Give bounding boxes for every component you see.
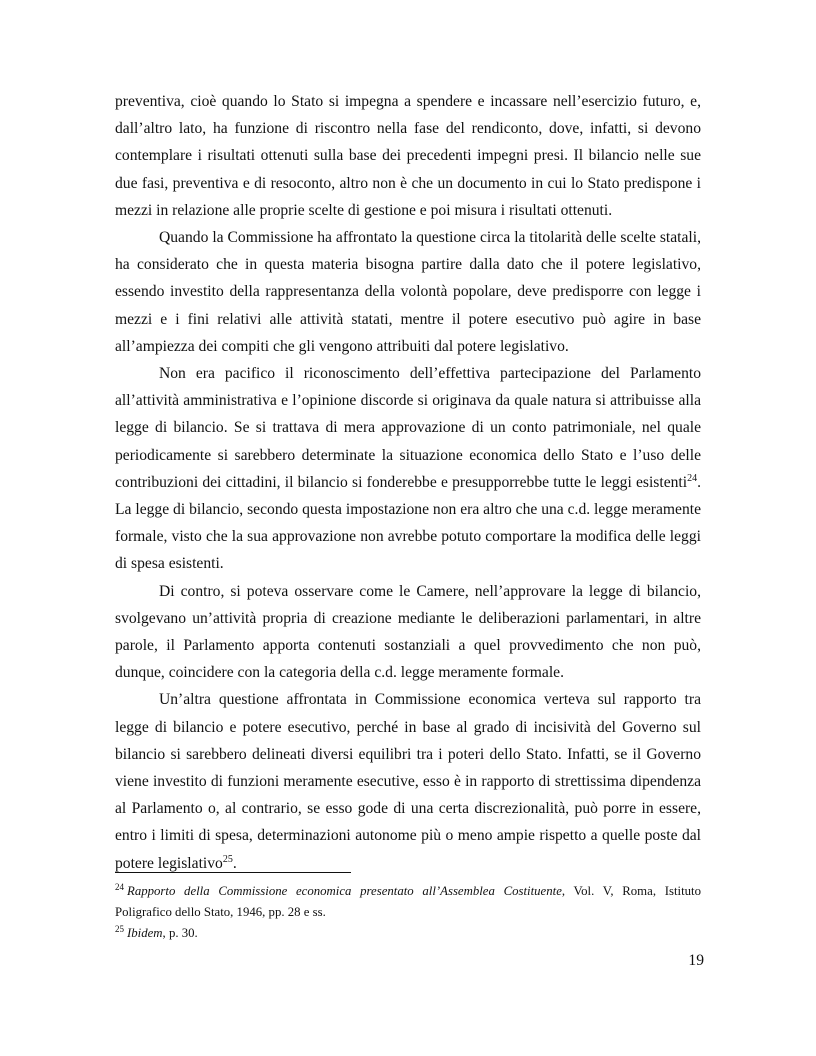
footnote-24-title: Rapporto della Commissione economica presentato all’Assemblea Costituente	[127, 884, 562, 898]
footnotes	[115, 872, 701, 944]
page-number: 19	[688, 952, 704, 969]
footnote-25-number: 25	[115, 923, 124, 934]
paragraph-5	[115, 686, 701, 876]
paragraph-2	[115, 224, 701, 360]
footnote-25	[115, 923, 701, 944]
paragraph-3	[115, 360, 701, 578]
paragraph-4	[115, 578, 701, 687]
footnote-25-rest: , p. 30.	[162, 926, 198, 940]
footnote-ref-24[interactable]: 24	[687, 472, 698, 484]
paragraph-3-text-before: Non era pacifico il riconoscimento dell’effettiva partecipazione del Parlamento all’attività amministrativa e l’opinione discorde si originava da quale natura si attribuisse alla legge di bilancio. Se si trattava di mera approvazione di un conto patrimoniale, nel quale periodicamente si sarebbero determinate la situazione economica dello Stato e l’uso delle contribuzioni dei cittadini, il bilancio si fonderebbe e presupporrebbe tutte le leggi esistenti	[115, 365, 701, 491]
paragraph-4-text: Di contro, si poteva osservare come le Camere, nell’approvare la legge di bilancio, svolgevano un’attività propria di creazione mediante le deliberazioni parlamentari, in altre parole, il Parlamento apporta contenuti sostanziali a quel provvedimento che non può, dunque, coincidere con la categoria della c.d. legge meramente formale.	[115, 582, 701, 682]
paragraph-5-text-before: Un’altra questione affrontata in Commissione economica verteva sul rapporto tra legge di bilancio e potere esecutivo, perché in base al grado di incisività del Governo sul bilancio si sarebbero delineati diversi equilibri tra i poteri dello Stato. Infatti, se il Governo viene investito di funzioni meramente esecutive, esso è in rapporto di strettissima dipendenza al Parlamento o, al contrario, se esso gode di una certa discrezionalità, può porre in essere, entro i limiti di spesa, determinazioni autonome più o meno ampie rispetto a quelle poste dal potere legislativo	[115, 691, 701, 872]
footnote-25-title: Ibidem	[127, 926, 163, 940]
footnote-24-number: 24	[115, 881, 124, 892]
paragraph-1	[115, 88, 701, 224]
page-body	[115, 88, 701, 877]
footnote-24-rest: , Vol. V, Roma, Istituto Poligrafico dello Stato, 1946, pp. 28 e ss.	[115, 884, 701, 919]
paragraph-5-text-after: .	[232, 854, 237, 872]
paragraph-3-text-after: . La legge di bilancio, secondo questa impostazione non era altro che una c.d. legge meramente formale, visto che la sua approvazione non avrebbe potuto comportare la modifica delle leggi di spesa esistenti.	[115, 473, 701, 573]
footnote-separator	[115, 872, 351, 873]
paragraph-1-text: preventiva, cioè quando lo Stato si impegna a spendere e incassare nell’esercizio futuro, e, dall’altro lato, ha funzione di riscontro nella fase del rendiconto, dove, infatti, si devono contemplare i risultati ottenuti sulla base dei precedenti impegni presi. Il bilancio nelle sue due fasi, preventiva e di resoconto, altro non è che un documento in cui lo Stato predispone i mezzi in relazione alle proprie scelte di gestione e poi misura i risultati ottenuti.	[115, 93, 701, 219]
footnote-24	[115, 881, 701, 923]
paragraph-2-text: Quando la Commissione ha affrontato la questione circa la titolarità delle scelte statali, ha considerato che in questa materia bisogna partire dalla dato che il potere legislativo, essendo investito della rappresentanza della volontà popolare, deve predisporre con legge i mezzi e i fini relativi alle attività statati, mentre il potere esecutivo può agire in base all’ampiezza dei compiti che gli vengono attribuiti dal potere legislativo.	[115, 229, 701, 355]
footnote-ref-25[interactable]: 25	[222, 853, 233, 865]
